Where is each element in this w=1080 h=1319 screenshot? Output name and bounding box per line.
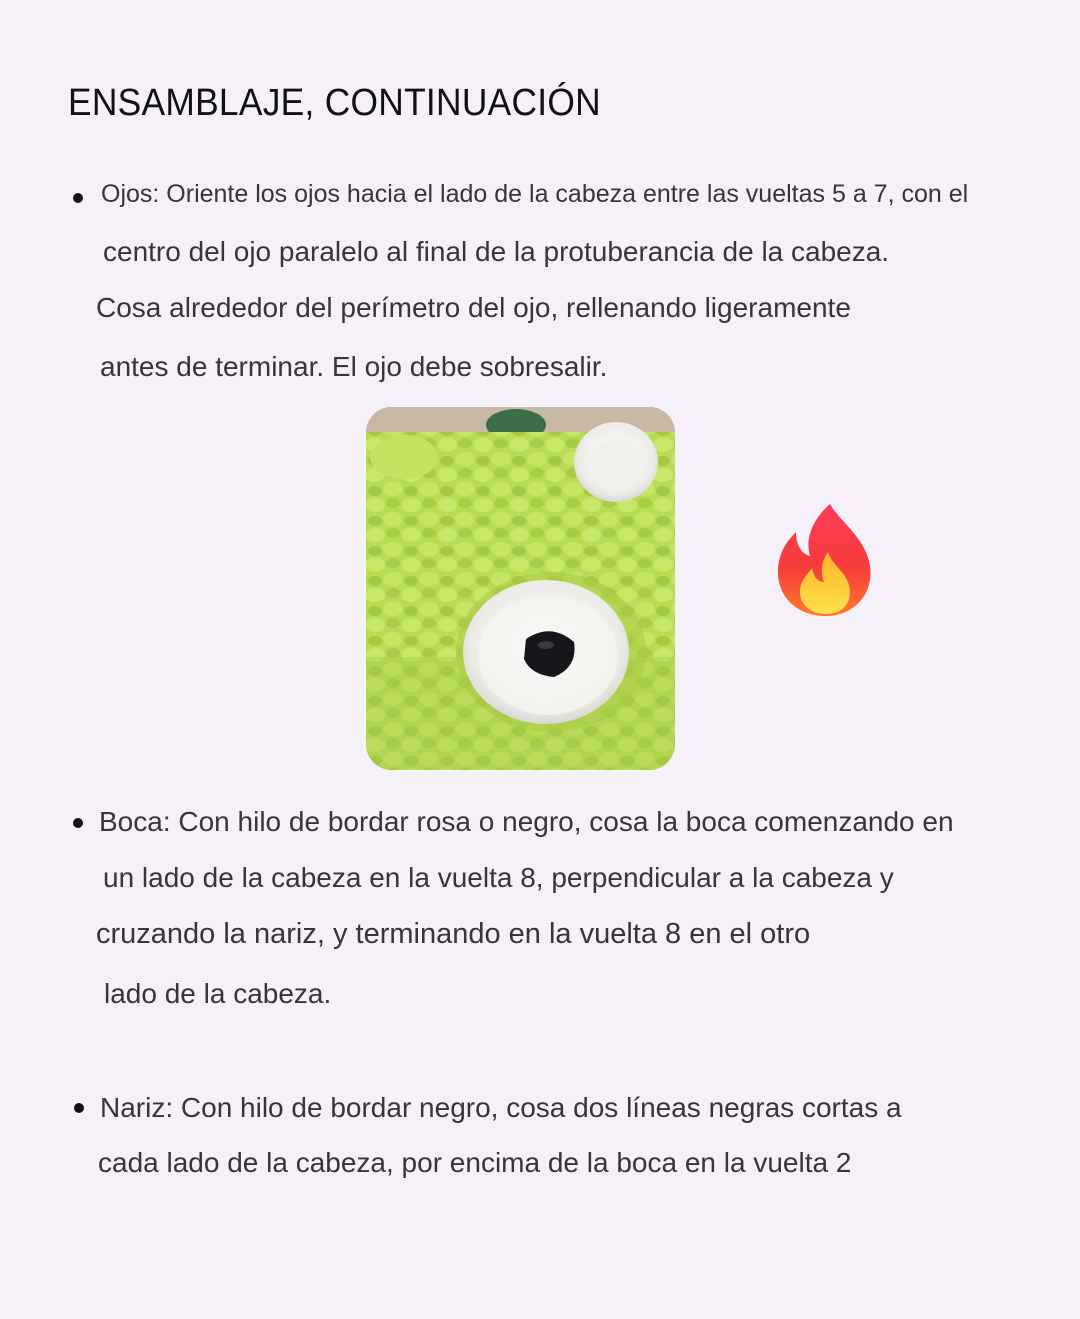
- ojos-line-3: Cosa alrededor del perímetro del ojo, rellenando ligeramente: [96, 292, 851, 323]
- bullet-ojos: [73, 193, 83, 203]
- boca-line-1: Boca: Con hilo de bordar rosa o negro, cosa la boca comenzando en: [99, 806, 954, 837]
- nariz-line-2: cada lado de la cabeza, por encima de la boca en la vuelta 2: [98, 1147, 852, 1178]
- crochet-bear-photo: [366, 407, 675, 770]
- page-title: ENSAMBLAJE, CONTINUACIÓN: [68, 82, 601, 124]
- ojos-line-1: Ojos: Oriente los ojos hacia el lado de la cabeza entre las vueltas 5 a 7, con el: [101, 180, 969, 208]
- fire-emoji-icon: [770, 500, 882, 620]
- boca-line-3: cruzando la nariz, y terminando en la vuelta 8 en el otro: [96, 918, 811, 950]
- nariz-line-1: Nariz: Con hilo de bordar negro, cosa dos líneas negras cortas a: [100, 1092, 902, 1123]
- bullet-nariz: [74, 1103, 84, 1113]
- boca-line-2: un lado de la cabeza en la vuelta 8, perpendicular a la cabeza y: [103, 862, 894, 893]
- ojos-line-2: centro del ojo paralelo al final de la protuberancia de la cabeza.: [103, 236, 890, 267]
- ojos-line-4: antes de terminar. El ojo debe sobresalir.: [100, 351, 608, 382]
- bullet-boca: [73, 818, 83, 828]
- boca-line-4: lado de la cabeza.: [104, 978, 332, 1009]
